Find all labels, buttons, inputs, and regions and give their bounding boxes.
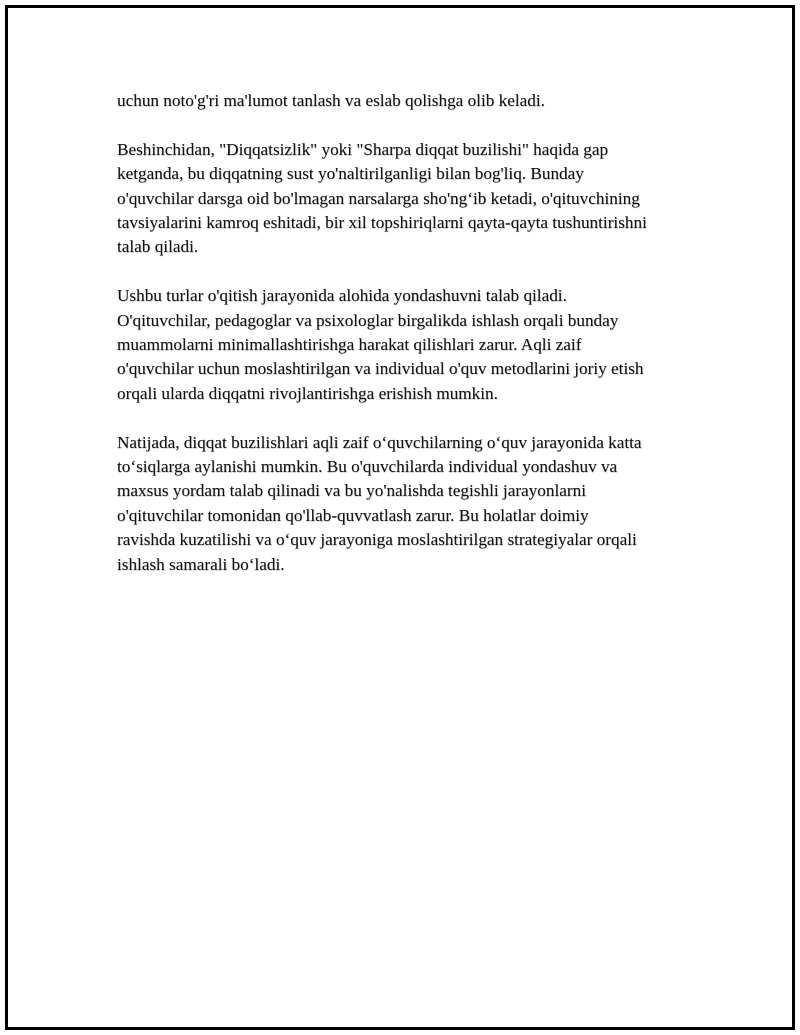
paragraph-beshinchidan (117, 138, 687, 260)
text-line: to‘siqlarga aylanishi mumkin. Bu o'quvchilarda individual yondashuv va (117, 457, 618, 477)
text-line: o'quvchilar darsga oid bo'lmagan narsalarga sho'ng‘ib ketadi, o'qituvchining (117, 188, 640, 208)
text-line: o'qituvchilar tomonidan qo'llab-quvvatlash zarur. Bu holatlar doimiy (117, 505, 589, 525)
text-line: ishlash samarali bo‘ladi. (117, 554, 285, 574)
text-line: uchun noto'g'ri ma'lumot tanlash va eslab qolishga olib keladi. (117, 91, 545, 110)
text-line: orqali ularda diqqatni rivojlantirishga erishish mumkin. (117, 383, 498, 403)
text-line: maxsus yordam talab qilinadi va bu yo'nalishda tegishli jarayonlarni (117, 481, 586, 501)
text-line: ravishda kuzatilishi va o‘quv jarayoniga moslashtirilgan strategiyalar orqali (117, 530, 637, 550)
text-line: muammolarni minimallashtirishga harakat qilishlari zarur. Aqli zaif (117, 335, 582, 355)
text-line: tavsiyalarini kamroq eshitadi, bir xil topshiriqlarni qayta-qayta tushuntirishni (117, 213, 647, 233)
paragraph-natijada (117, 431, 687, 577)
text-line: Ushbu turlar o'qitish jarayonida alohida yondashuvni talab qiladi. (117, 286, 567, 306)
paragraph-continuation (117, 89, 687, 113)
document-body (117, 89, 687, 601)
text-line: ketganda, bu diqqatning sust yo'naltirilganligi bilan bog'liq. Bunday (117, 164, 584, 184)
text-line: o'quvchilar uchun moslashtirilgan va individual o'quv metodlarini joriy etish (117, 359, 644, 379)
paragraph-ushbu-turlar (117, 284, 687, 406)
text-line: talab qiladi. (117, 237, 199, 257)
text-line: Natijada, diqqat buzilishlari aqli zaif o‘quvchilarning o‘quv jarayonida katta (117, 432, 642, 452)
text-line: O'qituvchilar, pedagoglar va psixologlar birgalikda ishlash orqali bunday (117, 310, 619, 330)
text-line: Beshinchidan, "Diqqatsizlik" yoki "Sharpa diqqat buzilishi" haqida gap (117, 139, 609, 159)
